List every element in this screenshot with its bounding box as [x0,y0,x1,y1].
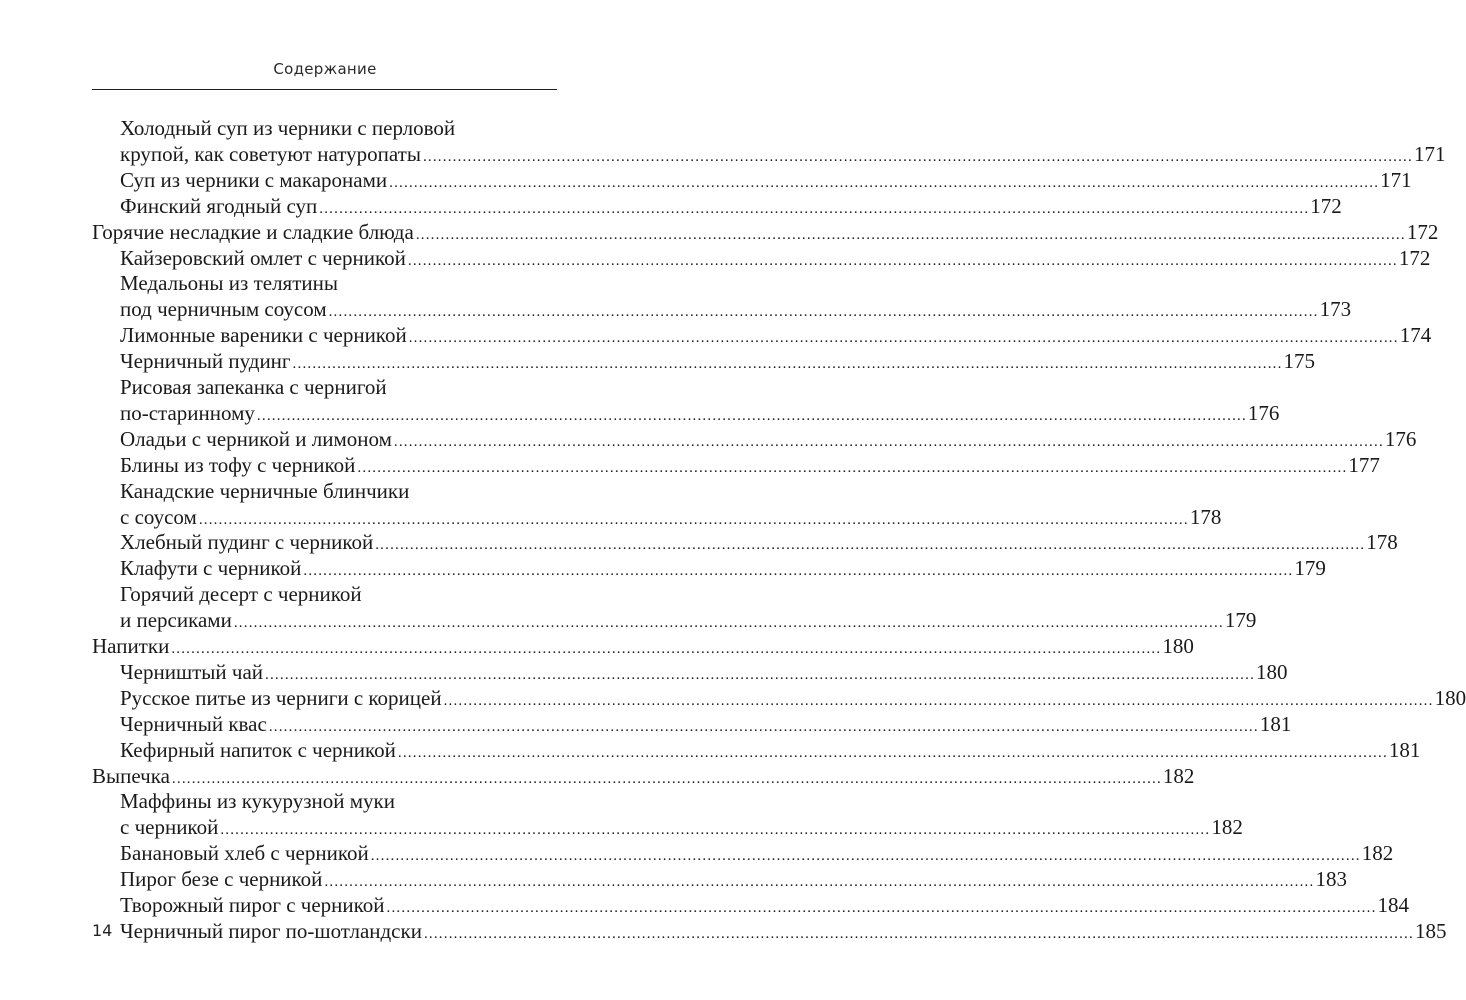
toc-entry [120,504,1222,530]
toc-entry [120,141,1446,167]
dot-leader: ........................................................................................................................................................................................................ [265,666,1256,683]
dot-leader: ........................................................................................................................................................................................................ [397,744,1388,761]
dot-leader: ........................................................................................................................................................................................................ [328,304,1319,321]
toc-entry-title: Черништый чай [120,659,264,684]
toc-page-number: 179 [1294,556,1326,581]
toc-entry-title: Хлебный пудинг с черникой [120,530,374,555]
toc-page-number: 175 [1283,349,1316,374]
toc-page-number: 171 [1380,167,1412,192]
toc-entry [120,322,1432,348]
toc-entry-title: по-старинному [120,400,255,425]
dot-leader: ........................................................................................................................................................................................................ [393,433,1384,450]
dot-leader: ........................................................................................................................................................................................................ [220,822,1211,839]
toc-entry-title: Канадские черничные блинчики [120,478,410,503]
toc-page-number: 172 [1406,219,1439,244]
toc-page-number: 185 [1414,918,1447,943]
toc-entry-title: Холодный суп из черники с перловой [120,116,456,140]
toc-entry-title: Черничный пудинг [120,349,291,374]
toc-page-number: 184 [1377,893,1410,917]
toc-entry-title: Русское питье из черниги с корицей [120,685,442,710]
toc-entry [120,607,1257,633]
toc-entry-title: крупой, как советуют натуропаты [120,141,421,166]
dot-leader: ........................................................................................................................................................................................................ [256,407,1247,424]
toc-entry [120,918,1447,944]
toc-page-number: 180 [1162,634,1194,658]
toc-entry-title: Банановый хлеб с черникой [120,841,369,866]
toc-page-number: 171 [1413,141,1446,166]
toc-entry [120,529,1398,555]
toc-entry-title: Кайзеровский омлет с черникой [120,245,406,270]
toc-entry-title: с черникой [120,815,219,840]
toc-entry-title: Финский ягодный суп [120,193,318,218]
toc-entry-title: Маффины из кукурузной муки [120,789,395,814]
toc-page-number: 176 [1384,426,1417,451]
dot-leader: ........................................................................................................................................................................................................ [415,226,1406,243]
toc-page-number: 181 [1388,737,1421,762]
toc-page-number: 182 [1211,815,1243,840]
toc-entry [120,270,558,296]
toc-entry [120,581,558,607]
dot-leader: ........................................................................................................................................................................................................ [171,641,1162,657]
toc-entry-title: Пирог безе с черникой [120,867,323,892]
toc-entry [120,348,1316,374]
toc-entry-title: Медальоны из телятины [120,271,338,296]
toc-entry-title: и персиками [120,608,232,633]
toc-page-number: 182 [1162,763,1195,788]
toc-section [92,763,1195,789]
dot-leader: ........................................................................................................................................................................................................ [319,200,1310,217]
dot-leader: ........................................................................................................................................................................................................ [357,459,1348,476]
toc-page-number: 179 [1224,608,1257,633]
dot-leader: ........................................................................................................................................................................................................ [389,174,1380,191]
dot-leader: ........................................................................................................................................................................................................ [443,692,1434,709]
toc-entry-title: Оладьи с черникой и лимоном [120,426,392,451]
toc-entry [120,426,1417,452]
toc-entry [120,737,1421,763]
toc-entry [120,167,1412,193]
running-header: Содержание [273,60,377,78]
toc-entry [120,400,1280,426]
toc-page-number: 183 [1315,867,1347,892]
toc-entry [120,478,558,504]
toc-entry [120,374,558,400]
dot-leader: ........................................................................................................................................................................................................ [324,874,1315,891]
dot-leader: ........................................................................................................................................................................................................ [386,900,1377,916]
toc-entry-title: Суп из черники с макаронами [120,167,388,192]
toc-entry [120,452,1380,478]
toc-entry-title: под черничным соусом [120,297,327,322]
toc-entry-title: Черничный квас [120,711,267,736]
toc-entry [120,866,1347,892]
toc-section [92,219,1439,245]
toc-page-number: 172 [1310,193,1342,218]
page-number: 14 [92,921,113,940]
toc-entry [120,711,1292,737]
toc-entry [120,659,1288,685]
toc-page-number: 178 [1189,504,1222,529]
toc-entry [120,685,1466,711]
dot-leader: ........................................................................................................................................................................................................ [303,563,1294,580]
toc-page-number: 177 [1348,452,1380,477]
toc-entry-title: Лимонные вареники с черникой [120,323,407,348]
dot-leader: ........................................................................................................................................................................................................ [233,615,1224,632]
toc-entry-title: Кефирный напиток с черникой [120,737,396,762]
toc-entry [120,840,1394,866]
toc-entry-title: Творожный пирог с черникой [120,893,385,917]
toc-page-number: 178 [1366,530,1398,555]
toc-entry [120,115,558,141]
toc-entry [120,788,558,814]
toc-entry [120,814,1243,840]
toc-page-number: 180 [1256,659,1288,684]
dot-leader: ........................................................................................................................................................................................................ [423,925,1414,942]
dot-leader: ........................................................................................................................................................................................................ [408,330,1399,347]
toc-entry [120,892,1410,918]
toc-entry-title: Горячие несладкие и сладкие блюда [92,219,414,244]
dot-leader: ........................................................................................................................................................................................................ [370,848,1361,865]
dot-leader: ........................................................................................................................................................................................................ [268,718,1259,735]
dot-leader: ........................................................................................................................................................................................................ [407,252,1398,269]
dot-leader: ........................................................................................................................................................................................................ [375,537,1366,554]
toc-entry-title: Напитки [92,634,170,658]
toc-entry [120,296,1352,322]
toc-entry-title: с соусом [120,504,197,529]
dot-leader: ........................................................................................................................................................................................................ [422,148,1413,165]
toc-entry [120,555,1326,581]
dot-leader: ........................................................................................................................................................................................................ [171,770,1162,787]
dot-leader: ........................................................................................................................................................................................................ [198,511,1189,528]
toc-page-number: 180 [1434,685,1466,710]
toc-entry [120,193,1342,219]
toc-entry-title: Клафути с черникой [120,556,302,581]
toc-entry [120,245,1431,271]
toc-page-number: 181 [1259,711,1292,736]
toc-page-number: 182 [1361,841,1394,866]
toc-page-number: 173 [1319,297,1352,322]
toc-entry-title: Блины из тофу с черникой [120,452,356,477]
toc-page-number: 176 [1247,400,1280,425]
toc-entry-title: Выпечка [92,763,170,788]
toc-page-number: 172 [1398,245,1431,270]
toc-entry-title: Горячий десерт с черникой [120,582,362,607]
dot-leader: ........................................................................................................................................................................................................ [292,356,1283,373]
toc-section [92,633,1194,659]
toc-entry-title: Черничный пирог по-шотландски [120,918,422,943]
toc-entry-title: Рисовая запеканка с чернигой [120,375,387,399]
toc-page-number: 174 [1399,323,1432,348]
